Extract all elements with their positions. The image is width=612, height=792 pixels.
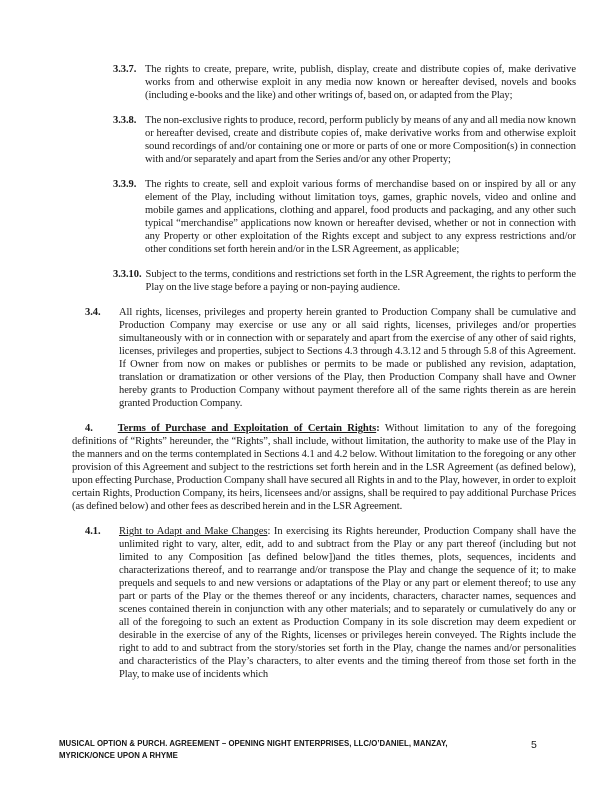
- clause-4-1: [72, 525, 576, 681]
- clause-text: The rights to create, sell and exploit various forms of merchandise based on or inspired by all or any element of the Play, including without limitation toys, games, graphic novels, video and online and mobile games and applications, clothing and apparel, food products and packaging, and any other such typical “merchandise” applications now known or hereafter devised, whether or not in connection with any Property or other exploitation of the Rights except and subject to any express restrictions and/or other conditions set forth herein and/or in the LSR Agreement, as applicable;: [145, 179, 576, 255]
- clause-number: 3.3.8.: [113, 115, 137, 126]
- section-4-text: Without limitation to any of the foregoing definitions of “Rights” hereunder, the “Rights”, shall include, without limitation, the authority to make use of the Play in the manners and on the terms contemplated in Sections 4.1 and 4.2 below. Without limitation to the foregoing or any other provision of this Agreement and subject to the restrictions set forth herein and in the LSR Agreement (as defined below), upon effecting Purchase, Production Company shall have secured all Rights in and to the Play, however, in order to exploit certain Rights, Production Company, its heirs, licensees and/or assigns, shall be required to pay additional Purchase Prices (as defined below) and other fees as described herein and in the LSR Agreement.: [72, 423, 577, 512]
- clause-number: 3.3.10.: [113, 269, 142, 280]
- clause-text: Subject to the terms, conditions and restrictions set forth in the LSR Agreement, the rights to perform the Play on the live stage before a paying or non-paying audience.: [145, 269, 576, 293]
- heading-separator: :: [376, 423, 380, 434]
- contract-body: [72, 63, 576, 693]
- clause-number: 3.4.: [85, 307, 101, 318]
- clause-text: The rights to create, prepare, write, publish, display, create and distribute copies of, make derivative works from and otherwise exploit in any media now known or hereafter devised, novels and books (including e-books and the like) and other writings of, based on, or adapted from the Play;: [145, 64, 576, 101]
- clause-number: 4.1.: [85, 526, 101, 537]
- clause-text: [119, 525, 576, 681]
- section-4-heading: Terms of Purchase and Exploitation of Certain Rights: [117, 423, 377, 434]
- clause-3-3-9: [72, 178, 576, 256]
- page-number: 5: [531, 739, 537, 751]
- clause-4-1-text: In exercising its Rights hereunder, Production Company shall have the unlimited right to vary, alter, edit, add to and subtract from the Play or any part thereof (including but not limited to any Composition [as defined below])and the titles themes, plots, sequences, incidents and characterizations thereof, and to rearrange and/or transpose the Play and change the sequence of it; to make prequels and sequels to and new versions or adaptations of the Play or any part or element thereof; to use any part or parts of the Play or the themes thereof or any incidents, characters, character names, sequences and scenes contained therein in conjunction with any other materials; and to separately or cumulatively do any or all of the foregoing to such an extent as Production Company in its sole discretion may deem expedient or desirable in the exercise of any of the Rights, licenses or privileges herein conveyed. The Rights include the right to add to and subtract from the story/stories set forth in the Play, change the names and/or personalities and characteristics of the Play’s characters, to alter events and the timing thereof from those set forth in the Play, to make use of incidents which: [119, 526, 577, 680]
- clause-3-4: [72, 306, 576, 410]
- clause-3-3-7: [72, 63, 576, 102]
- clause-text: All rights, licenses, privileges and property herein granted to Production Company shall be cumulative and Production Company may exercise or use any or all said rights, licenses, privileges and/or properties simultaneously with or in connection with or separately and apart from the exercise of any other of said rights, licenses, privileges and properties, subject to Sections 4.3 through 4.3.12 and 5 through 5.8 of this Agreement. If Owner from now on makes or publishes or permits to be made or published any revision, adaptation, translation or dramatization or other versions of the Play, then Production Company shall have and Owner hereby grants to Production Company without payment therefore all of the same rights therein as are herein granted Production Company.: [119, 307, 576, 409]
- clause-3-3-10: [72, 268, 576, 294]
- clause-number: 3.3.9.: [113, 179, 137, 190]
- section-number: 4.: [85, 423, 93, 434]
- section-4-paragraph: [72, 422, 576, 513]
- page-footer: [59, 738, 499, 761]
- footer-line-1: MUSICAL OPTION & PURCH. AGREEMENT – OPENING NIGHT ENTERPRISES, LLC/O’DANIEL, MANZAY,: [59, 739, 448, 748]
- clause-4-1-heading: Right to Adapt and Make Changes: [119, 526, 268, 537]
- clause-3-3-8: [72, 114, 576, 166]
- clause-number: 3.3.7.: [113, 64, 137, 75]
- heading-separator: :: [267, 526, 271, 537]
- footer-line-2: MYRICK/ONCE UPON A RHYME: [59, 750, 178, 760]
- clause-text: The non-exclusive rights to produce, record, perform publicly by means of any and all media now known or hereafter devised, create and distribute copies of, make derivative works from and otherwise exploit sound recordings of and/or containing one or more or parts of one or more Composition(s) in connection with and/or separately and apart from the Series and/or any other Property;: [145, 115, 576, 165]
